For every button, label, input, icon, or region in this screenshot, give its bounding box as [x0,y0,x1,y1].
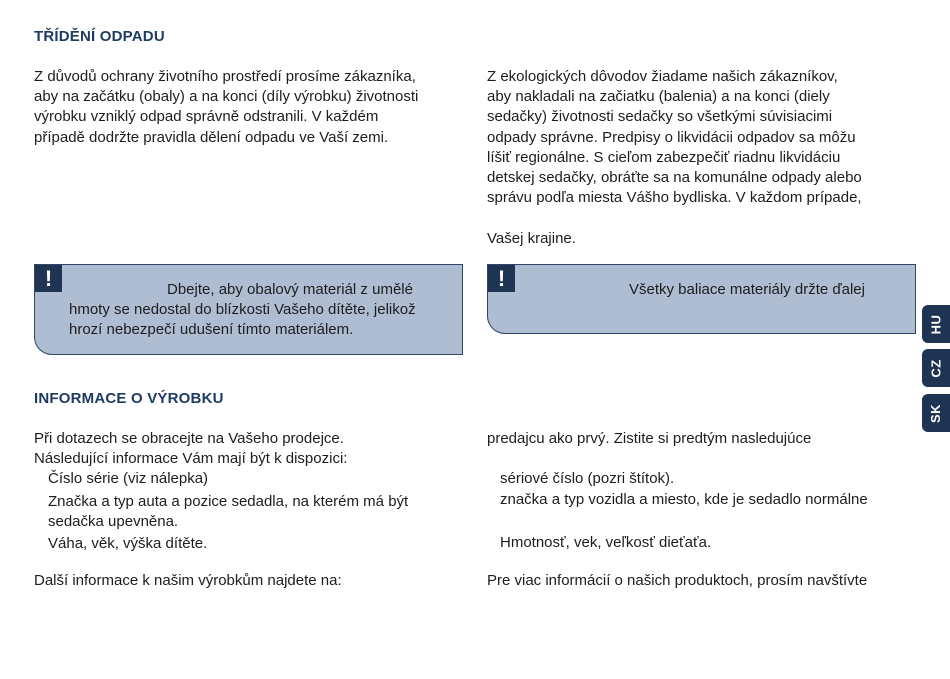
sk-product-item-child: Hmotnosť, vek, veľkosť dieťaťa. [500,534,712,551]
language-tab-hu[interactable] [922,305,950,343]
warning-icon: ! [35,265,62,292]
language-tab-cz-label: CZ [928,358,944,378]
cz-product-item-child: Váha, věk, výška dítěte. [48,535,208,552]
sk-product-intro: predajcu ako prvý. Zistite si predtým nasledujúce [487,430,812,447]
sk-waste-paragraph: Z ekologických dôvodov žiadame našich zákazníkov, aby nakladali na začiatku (balenia) a na konci (diely sedačky) životnosti sedačky so všetkými súvisiacimi odpady správne. Predpisy o likvidácii odpadov sa môžu líšiť regionálne. S cieľom zabezpečiť riadnu likvidáciu detskej sedačky, obráťte sa na komunálne odpady alebo správu podľa miesta Vášho bydliska. V každom prípade, [487,68,862,207]
cz-more-info: Další informace k našim výrobkům najdete na: [34,572,342,589]
sk-waste-paragraph-end: Vašej krajine. [487,230,576,247]
cz-warning-box [34,264,463,355]
cz-product-item-car: Značka a typ auta a pozice sedadla, na kterém má být sedačka upevněna. [48,493,409,531]
cz-warning-line2: hmoty se nedostal do blízkosti Vašeho dítěte, jelikož hrozí nebezpečí udušení tímto materiálem. [69,301,416,339]
heading-waste-sorting: TŘÍDĚNÍ ODPADU [34,28,165,45]
warning-icon: ! [488,265,515,292]
cz-product-intro: Při dotazech se obracejte na Vašeho prodejce. Následující informace Vám mají být k dispozici: [34,430,348,468]
cz-product-item-serial: Číslo série (viz nálepka) [48,470,209,487]
sk-warning-box [487,264,916,334]
cz-waste-paragraph: Z důvodů ochrany životního prostředí prosíme zákazníka, aby na začátku (obaly) a na konci (díly výrobku) životnosti výrobku vzniklý odpad správně odstranili. V každém případě dodržte pravidla dělení odpadu ve Vaší zemi. [34,68,419,146]
sk-warning-line1: Všetky baliace materiály držte ďalej [629,281,865,298]
sk-more-info: Pre viac informácií o našich produktoch, prosím navštívte [487,572,868,589]
heading-product-info: INFORMACE O VÝROBKU [34,390,224,407]
sk-product-item-vehicle: značka a typ vozidla a miesto, kde je sedadlo normálne [500,491,868,508]
language-tab-cz[interactable] [922,349,950,387]
cz-warning-line1: Dbejte, aby obalový materiál z umělé [167,281,413,298]
language-tab-sk[interactable] [922,394,950,432]
sk-product-item-serial: sériové číslo (pozri štítok). [500,470,675,487]
language-tab-sk-label: SK [928,403,944,423]
language-tab-hu-label: HU [928,314,944,334]
